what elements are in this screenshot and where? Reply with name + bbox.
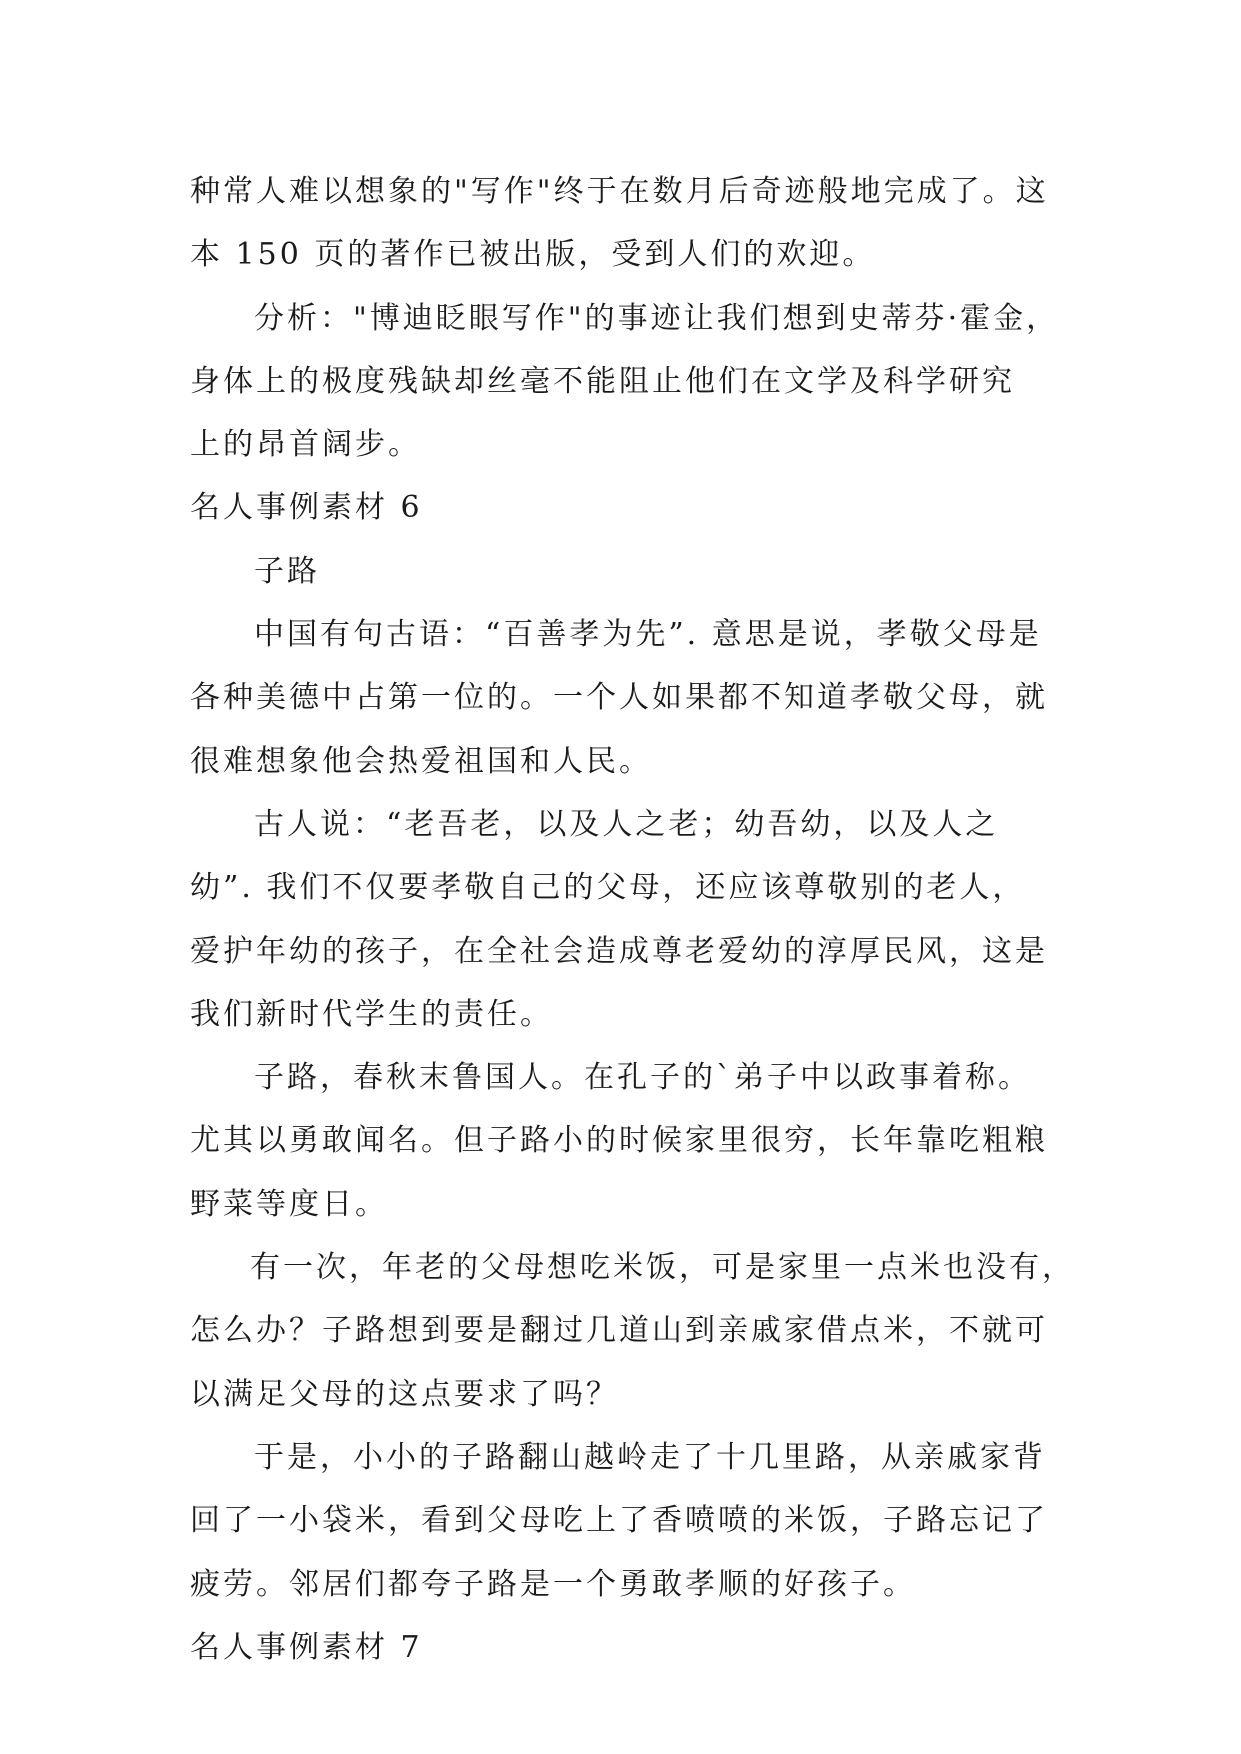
paragraph-line: 尤其以勇敢闻名。但子路小的时候家里很穷，长年靠吃粗粮 <box>190 1123 1048 1159</box>
paragraph-line: 幼”. 我们不仅要孝敬自己的父母，还应该尊敬别的老人， <box>190 870 1026 906</box>
section-subtitle: 子路 <box>254 553 320 589</box>
paragraph-line: 很难想象他会热爱祖国和人民。 <box>190 743 652 779</box>
paragraph-line: 中国有句古语：“百善孝为先”. 意思是说，孝敬父母是 <box>254 617 1042 653</box>
paragraph-line: 爱护年幼的孩子，在全社会造成尊老爱幼的淳厚民风，这是 <box>190 933 1048 969</box>
document-body <box>190 160 1080 1679</box>
paragraph-line: 子路，春秋末鲁国人。在孔子的`弟子中以政事着称。 <box>254 1060 1031 1096</box>
paragraph-line: 于是，小小的子路翻山越岭走了十几里路，从亲戚家背 <box>254 1439 1046 1475</box>
paragraph-line: 野菜等度日。 <box>190 1186 388 1222</box>
analysis-paragraph-start: 分析："博迪眨眼写作"的事迹让我们想到史蒂芬·霍金， <box>254 300 1060 336</box>
paragraph-line: 有一次，年老的父母想吃米饭，可是家里一点米也没有， <box>250 1250 1075 1286</box>
paragraph-line: 各种美德中占第一位的。一个人如果都不知道孝敬父母，就 <box>190 680 1048 716</box>
paragraph-line: 身体上的极度残缺却丝毫不能阻止他们在文学及科学研究 <box>190 363 1015 399</box>
paragraph-line: 怎么办？子路想到要是翻过几道山到亲戚家借点米，不就可 <box>190 1313 1048 1349</box>
section-heading-7: 名人事例素材 7 <box>190 1629 423 1665</box>
paragraph-line: 以满足父母的这点要求了吗？ <box>190 1376 619 1412</box>
section-heading-6: 名人事例素材 6 <box>190 490 423 526</box>
paragraph-line: 我们新时代学生的责任。 <box>190 996 553 1032</box>
paragraph-line: 上的昂首阔步。 <box>190 427 421 463</box>
paragraph-line: 疲劳。邻居们都夸子路是一个勇敢孝顺的好孩子。 <box>190 1566 916 1602</box>
paragraph-line: 种常人难以想象的"写作"终于在数月后奇迹般地完成了。这 <box>190 174 1049 209</box>
paragraph-line: 古人说：“老吾老，以及人之老；幼吾幼，以及人之 <box>254 806 999 842</box>
paragraph-line: 回了一小袋米，看到父母吃上了香喷喷的米饭，子路忘记了 <box>190 1503 1048 1539</box>
paragraph-line: 本 150 页的著作已被出版，受到人们的欢迎。 <box>190 237 876 273</box>
